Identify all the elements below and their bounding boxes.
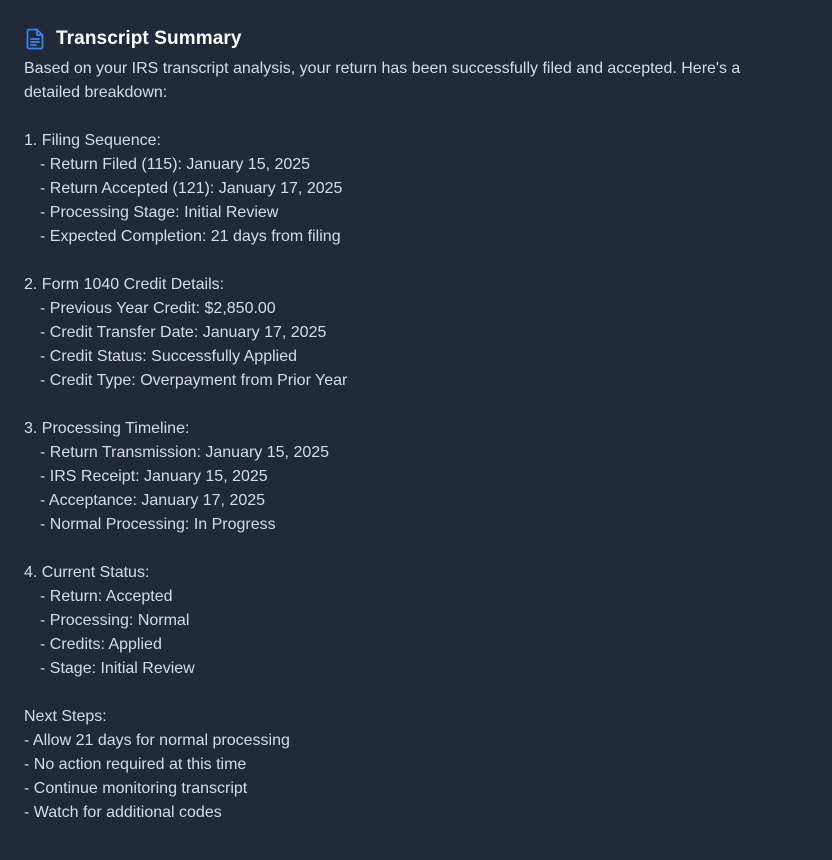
list-item: - Credits: Applied (40, 636, 162, 653)
list-item: - Processing: Normal (40, 612, 190, 629)
intro-text: Based on your IRS transcript analysis, your return has been successfully filed and accepted. Here's a detailed breakdown: (24, 60, 741, 101)
list-item: - Expected Completion: 21 days from filing (40, 228, 341, 245)
page-title: Transcript Summary (56, 28, 242, 49)
card-header (24, 26, 808, 52)
list-item: - Credit Status: Successfully Applied (40, 348, 298, 365)
list-item: - Return Transmission: January 15, 2025 (40, 444, 330, 461)
section-next-steps (24, 705, 808, 825)
list-item: - Acceptance: January 17, 2025 (40, 492, 266, 509)
summary-content (24, 57, 808, 825)
list-item: - Continue monitoring transcript (24, 780, 248, 797)
document-icon (24, 27, 46, 51)
section-heading: 1. Filing Sequence: (24, 132, 161, 149)
section-heading: Next Steps: (24, 708, 107, 725)
section-heading: 3. Processing Timeline: (24, 420, 190, 437)
section-heading: 2. Form 1040 Credit Details: (24, 276, 225, 293)
list-item: - Return Accepted (121): January 17, 2025 (40, 180, 343, 197)
list-item: - No action required at this time (24, 756, 247, 773)
section-filing-sequence (24, 129, 808, 249)
list-item: - Previous Year Credit: $2,850.00 (40, 300, 276, 317)
list-item: - Credit Transfer Date: January 17, 2025 (40, 324, 327, 341)
list-item: - Processing Stage: Initial Review (40, 204, 279, 221)
list-item: - Return Filed (115): January 15, 2025 (40, 156, 311, 173)
list-item: - Normal Processing: In Progress (40, 516, 276, 533)
list-item: - Allow 21 days for normal processing (24, 732, 290, 749)
list-item: - IRS Receipt: January 15, 2025 (40, 468, 268, 485)
list-item: - Watch for additional codes (24, 804, 222, 821)
section-heading: 4. Current Status: (24, 564, 150, 581)
section-credit-details (24, 273, 808, 393)
list-item: - Return: Accepted (40, 588, 173, 605)
list-item: - Stage: Initial Review (40, 660, 195, 677)
section-current-status (24, 561, 808, 681)
section-processing-timeline (24, 417, 808, 537)
list-item: - Credit Type: Overpayment from Prior Year (40, 372, 348, 389)
